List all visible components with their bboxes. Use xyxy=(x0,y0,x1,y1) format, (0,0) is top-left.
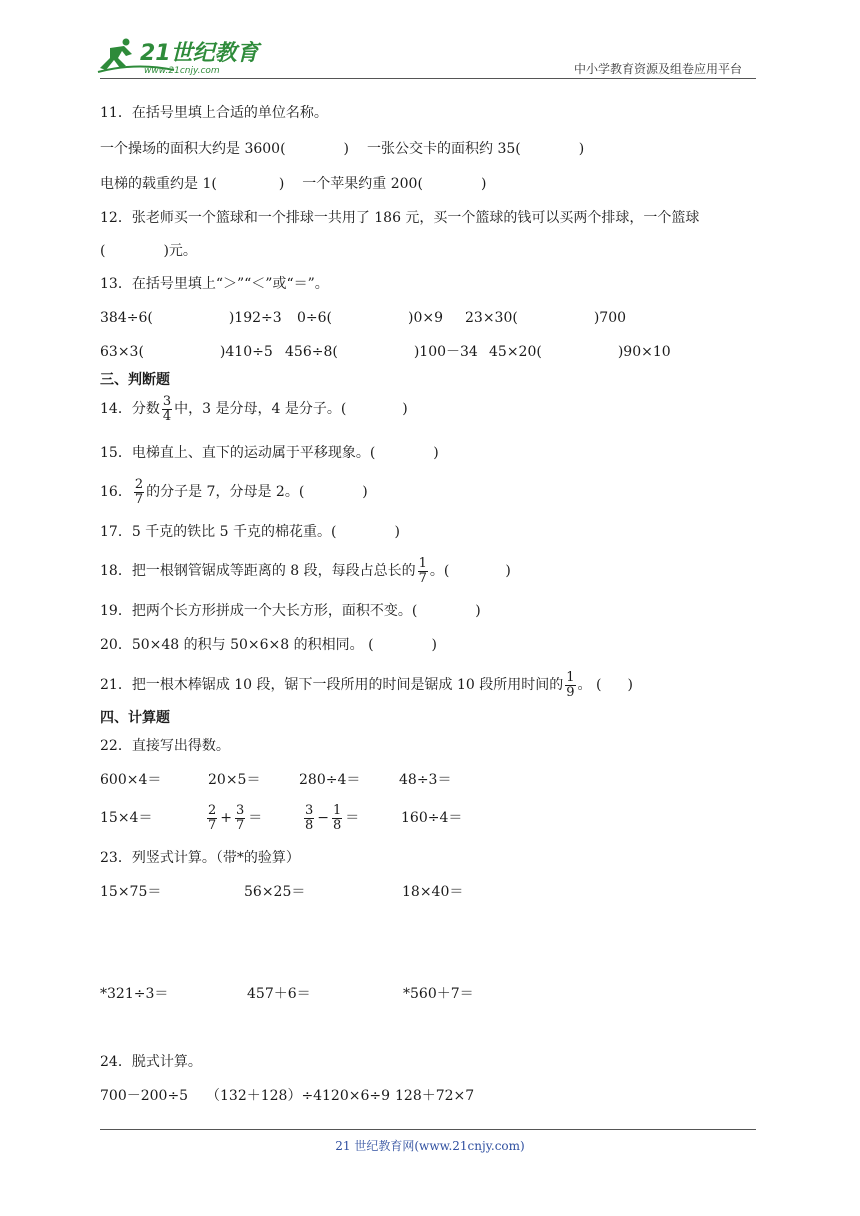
q13-r2-a: 63×3( )410÷5 xyxy=(100,344,273,360)
q14: 14．分数 $\frac{3}{4}$ 中，3 是分母，4 是分子。( ) xyxy=(100,393,408,424)
q11-title: 11．在括号里填上合适的单位名称。 xyxy=(100,105,328,121)
q24-item-2: （132＋128）÷4 xyxy=(206,1088,323,1104)
q13-r1-a: 384÷6( )192÷3 xyxy=(100,310,282,326)
logo-text: 21世纪教育 xyxy=(140,41,259,66)
q23-r1-b: 56×25＝ xyxy=(244,884,306,900)
q22-r1-b: 20×5＝ xyxy=(208,772,261,788)
platform-name: 中小学教育资源及组卷应用平台 xyxy=(574,62,743,76)
q24-title: 24．脱式计算。 xyxy=(100,1054,202,1070)
q23-r2-b: 457＋6＝ xyxy=(247,986,311,1002)
q22-r1-d: 48÷3＝ xyxy=(399,772,452,788)
q12-line2: ( )元。 xyxy=(100,243,197,259)
q21-fraction: $\frac{1}{9}$ xyxy=(566,669,575,700)
q22-r2-d: 160÷4＝ xyxy=(401,810,463,826)
q23-title: 23．列竖式计算。（带*的验算） xyxy=(100,850,300,866)
q12-line1: 12．张老师买一个篮球和一个排球一共用了 186 元，买一个篮球的钱可以买两个排球，一个篮球 xyxy=(100,210,700,226)
site-logo xyxy=(96,36,266,76)
footer-link[interactable]: 21 世纪教育网(www.21cnjy.com) xyxy=(335,1139,525,1153)
q13-r1-b: 0÷6( )0×9 xyxy=(297,310,444,326)
q11-line1: 一个操场的面积大约是 3600( ) 一张公交卡的面积约 35( ) xyxy=(100,141,585,157)
q11-line2: 电梯的载重约是 1( ) 一个苹果约重 200( ) xyxy=(100,176,487,192)
q24-item-1: 700－200÷5 xyxy=(100,1088,189,1104)
q13-r2-b: 456÷8( )100－34 xyxy=(285,344,478,360)
q13-r1-c: 23×30( )700 xyxy=(465,310,627,326)
q22-r1-a: 600×4＝ xyxy=(100,772,162,788)
q22-r2-b: $\frac{2}{7}$ + $\frac{3}{7}$ ＝ xyxy=(208,802,263,833)
section-4-heading: 四、计算题 xyxy=(100,710,170,726)
q13-title: 13．在括号里填上“＞”“＜”或“＝”。 xyxy=(100,276,329,292)
q22-r2-c: $\frac{3}{8}$ − $\frac{1}{8}$ ＝ xyxy=(305,802,360,833)
q19: 19．把两个长方形拼成一个大长方形，面积不变。( ) xyxy=(100,603,481,619)
q22-r1-c: 280÷4＝ xyxy=(299,772,361,788)
q21: 21．把一根木棒锯成 10 段，锯下一段所用的时间是锯成 10 段所用时间的 $\frac{1}{9}$ 。 ( ) xyxy=(100,669,633,700)
q18-fraction: $\frac{1}{7}$ xyxy=(418,555,427,586)
q18: 18．把一根钢管锯成等距离的 8 段，每段占总长的 $\frac{1}{7}$ 。( ) xyxy=(100,555,511,586)
q16: 16． $\frac{2}{7}$ 的分子是 7，分母是 2。( ) xyxy=(100,476,368,507)
q17: 17．5 千克的铁比 5 千克的棉花重。( ) xyxy=(100,524,400,540)
q23-r1-c: 18×40＝ xyxy=(402,884,464,900)
q14-fraction: $\frac{3}{4}$ xyxy=(162,393,172,424)
q23-r2-a: *321÷3＝ xyxy=(100,986,169,1002)
section-3-heading: 三、判断题 xyxy=(100,372,170,388)
q13-r2-c: 45×20( )90×10 xyxy=(489,344,671,360)
logo-url: www.21cnjy.com xyxy=(144,66,220,76)
footer-rule xyxy=(100,1129,756,1130)
q23-r1-a: 15×75＝ xyxy=(100,884,162,900)
q16-fraction: $\frac{2}{7}$ xyxy=(134,476,144,507)
q24-item-3: 120×6÷9 xyxy=(322,1088,390,1104)
q15: 15．电梯直上、直下的运动属于平移现象。( ) xyxy=(100,445,439,461)
q24-item-4: 128＋72×7 xyxy=(395,1088,475,1104)
q22-r2-a: 15×4＝ xyxy=(100,810,153,826)
q22-title: 22．直接写出得数。 xyxy=(100,738,230,754)
q23-r2-c: *560＋7＝ xyxy=(403,986,474,1002)
q20: 20．50×48 的积与 50×6×8 的积相同。 ( ) xyxy=(100,637,437,653)
header-rule xyxy=(100,78,756,79)
